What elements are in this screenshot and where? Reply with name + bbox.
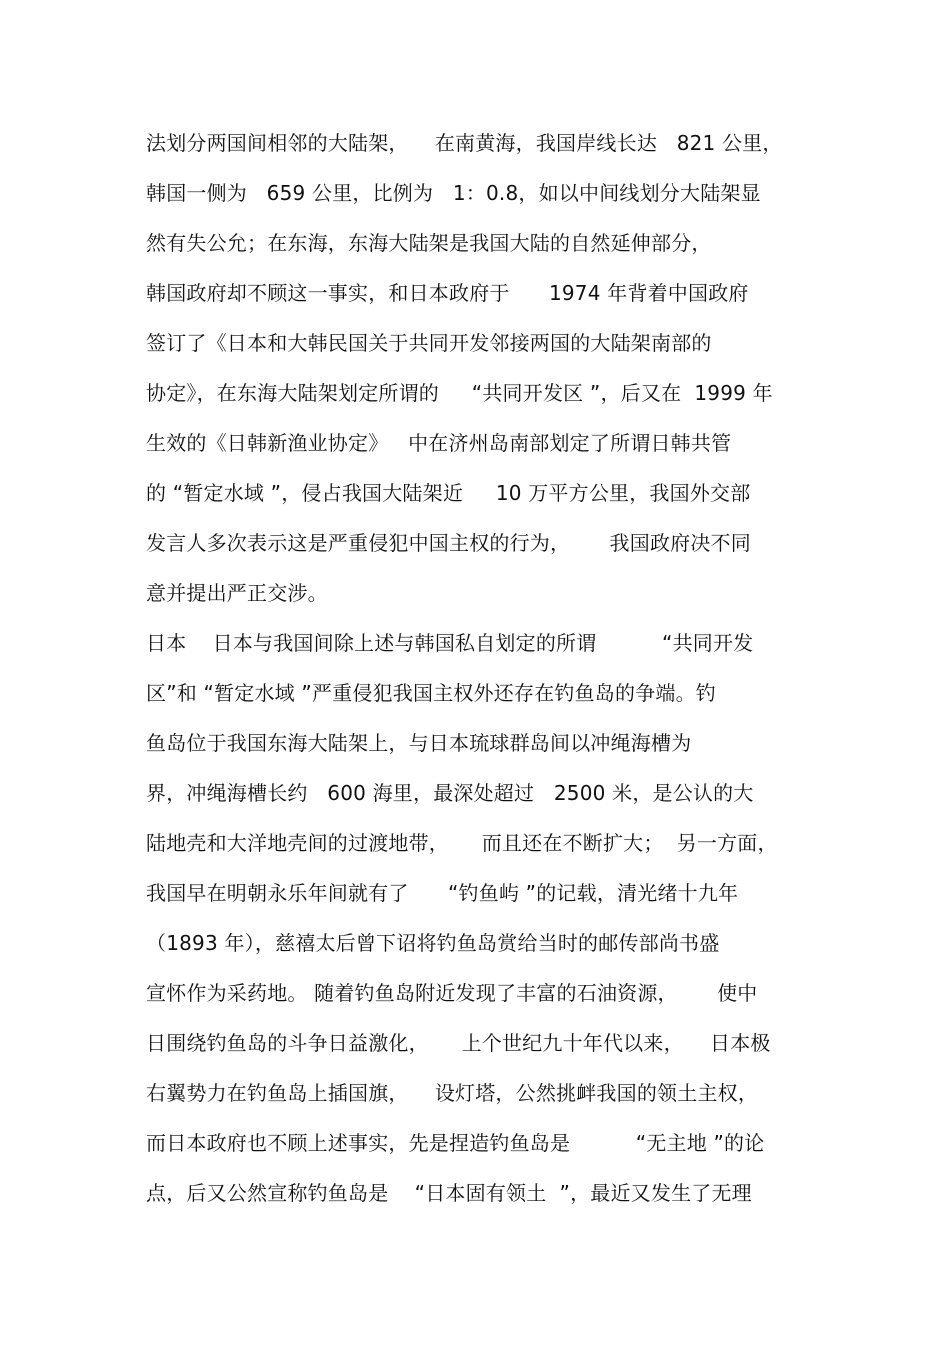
text-line-12: 区”和 “暂定水域 ”严重侵犯我国主权外还存在钓鱼岛的争端。钓 <box>146 681 716 705</box>
text-line-4: 韩国政府却不顾这一事实，和日本政府于 1974 年背着中国政府 <box>146 281 749 305</box>
body-text <box>146 126 826 1226</box>
text-line-14: 界，冲绳海槽长约 600 海里，最深处超过 2500 米，是公认的大 <box>146 781 754 805</box>
text-line-5: 签订了《日本和大韩民国关于共同开发邻接两国的大陆架南部的 <box>146 331 712 355</box>
text-line-7: 生效的《日韩新渔业协定》 中在济州岛南部划定了所谓日韩共管 <box>146 431 732 455</box>
text-line-11: 日本 日本与我国间除上述与韩国私自划定的所谓 “共同开发 <box>146 631 754 655</box>
text-line-19: 日围绕钓鱼岛的斗争日益激化， 上个世纪九十年代以来， 日本极 <box>146 1031 771 1055</box>
text-line-17: （1893 年），慈禧太后曾下诏将钓鱼岛赏给当时的邮传部尚书盛 <box>146 931 720 955</box>
text-line-13: 鱼岛位于我国东海大陆架上，与日本琉球群岛间以冲绳海槽为 <box>146 731 692 755</box>
text-line-9: 发言人多次表示这是严重侵犯中国主权的行为， 我国政府决不同 <box>146 531 751 555</box>
text-line-2: 韩国一侧为 659 公里，比例为 1：0.8，如以中间线划分大陆架显 <box>146 181 761 205</box>
text-line-3: 然有失公允；在东海，东海大陆架是我国大陆的自然延伸部分， <box>146 231 712 255</box>
text-line-10: 意并提出严正交涉。 <box>146 581 328 605</box>
text-line-21: 而日本政府也不顾上述事实，先是捏造钓鱼岛是 “无主地 ”的论 <box>146 1131 765 1155</box>
text-line-6: 协定》，在东海大陆架划定所谓的 “共同开发区 ”，后又在 1999 年 <box>146 381 773 405</box>
text-line-16: 我国早在明朝永乐年间就有了 “钓鱼屿 ”的记载，清光绪十九年 <box>146 881 739 905</box>
text-line-1: 法划分两国间相邻的大陆架， 在南黄海，我国岸线长达 821 公里， <box>146 131 783 155</box>
text-line-8: 的 “暂定水域 ”，侵占我国大陆架近 10 万平方公里，我国外交部 <box>146 481 751 505</box>
text-line-18: 宣怀作为采药地。 随着钓鱼岛附近发现了丰富的石油资源， 使中 <box>146 981 758 1005</box>
text-line-20: 右翼势力在钓鱼岛上插国旗， 设灯塔，公然挑衅我国的领土主权， <box>146 1081 759 1105</box>
text-line-15: 陆地壳和大洋地壳间的过渡地带， 而且还在不断扩大； 另一方面， <box>146 831 778 855</box>
text-line-22: 点，后又公然宣称钓鱼岛是 “日本固有领土 ”，最近又发生了无理 <box>146 1181 752 1205</box>
